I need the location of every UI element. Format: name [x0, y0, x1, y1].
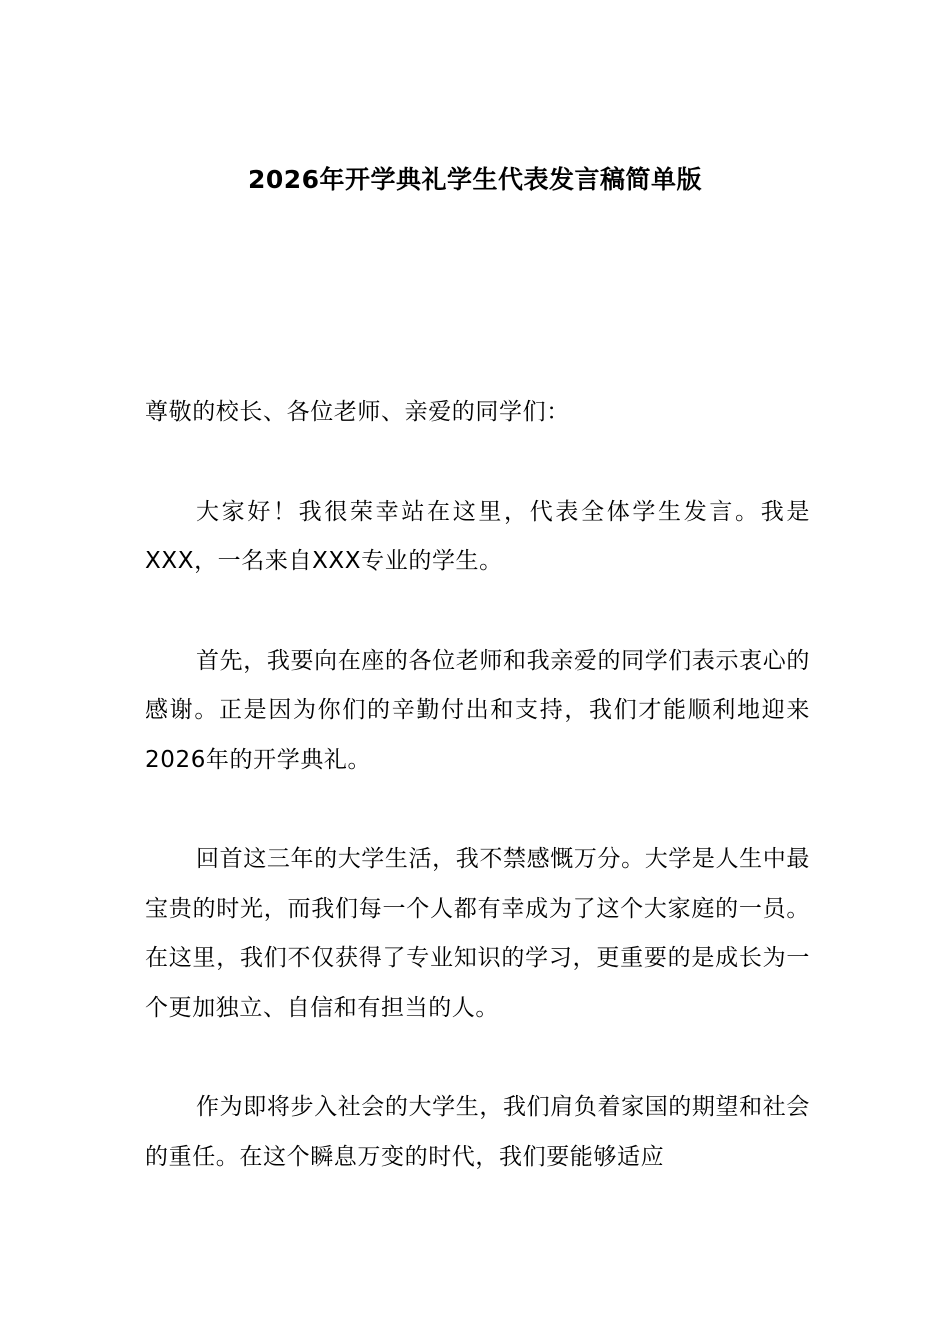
paragraph-3: 回首这三年的大学生活，我不禁感慨万分。大学是人生中最宝贵的时光，而我们每一个人都有幸成为了这个大家庭的一员。在这里，我们不仅获得了专业知识的学习，更重要的是成长为一个更加独立、自信和有担当的人。	[145, 846, 810, 1021]
document-title: 2026年开学典礼学生代表发言稿简单版	[247, 165, 703, 194]
paragraph-4: 作为即将步入社会的大学生，我们肩负着家国的期望和社会的重任。在这个瞬息万变的时代，我们要能够适应	[145, 1094, 810, 1170]
paragraph-2: 首先，我要向在座的各位老师和我亲爱的同学们表示衷心的感谢。正是因为你们的辛勤付出和支持，我们才能顺利地迎来2026年的开学典礼。	[145, 647, 810, 773]
document-body	[145, 388, 810, 1182]
greeting-line: 尊敬的校长、各位老师、亲爱的同学们：	[145, 399, 570, 425]
paragraph-1: 大家好！我很荣幸站在这里，代表全体学生发言。我是XXX，一名来自XXX专业的学生。	[145, 498, 810, 574]
